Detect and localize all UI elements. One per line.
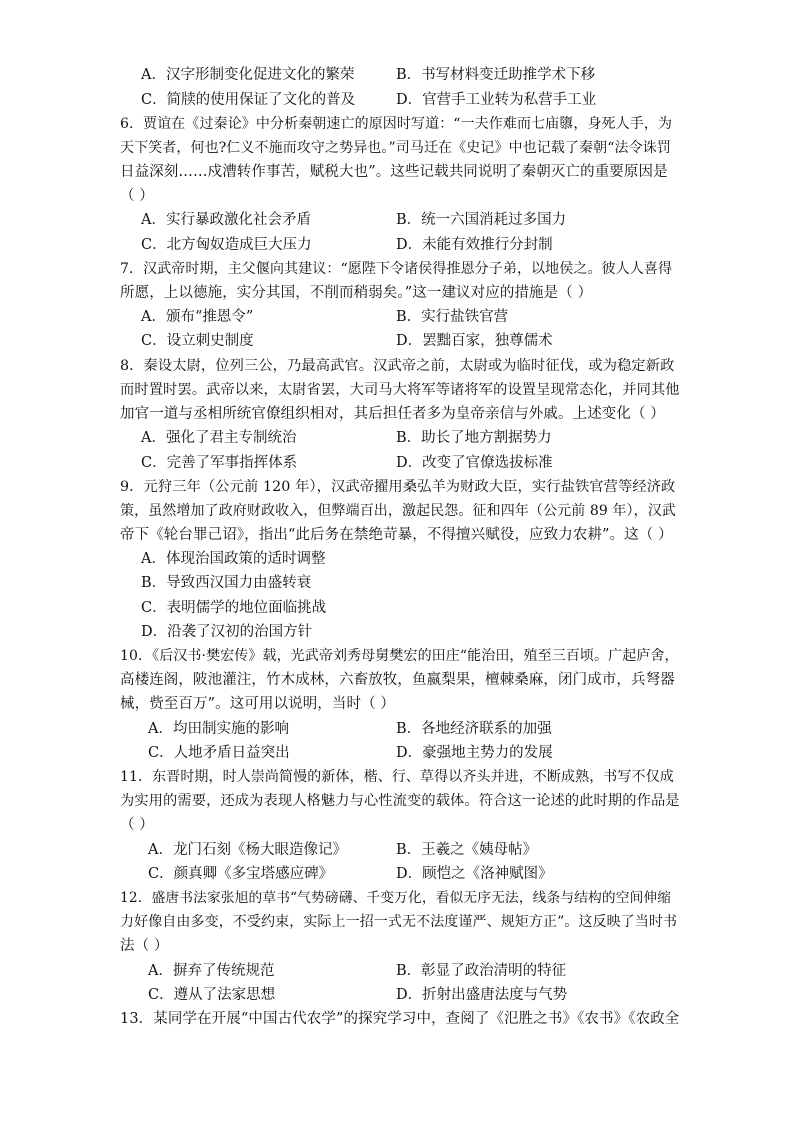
q12-option-d[interactable]: D．折射出盛唐法度与气势 <box>396 987 568 1003</box>
q6-option-c[interactable]: C．北方匈奴造成巨大压力 <box>141 237 312 253</box>
q11-option-b[interactable]: B．王羲之《姨母帖》 <box>396 842 538 858</box>
q9-stem-line-1: 9．元狩三年（公元前 120 年），汉武帝擢用桑弘羊为财政大臣，实行盐铁官营等经济政 <box>120 479 676 495</box>
q11-stem-line-3: （ ） <box>120 817 154 833</box>
q5-option-b[interactable]: B．书写材料变迁助推学术下移 <box>396 67 596 83</box>
q12-stem-line-2: 力好像自由多变，不受约束，实际上一招一式无不法度谨严、规矩方正”。这反映了当时书 <box>120 914 678 930</box>
q11-option-d[interactable]: D．顾恺之《洛神赋图》 <box>396 866 553 882</box>
q6-option-a[interactable]: A．实行暴政激化社会矛盾 <box>141 212 311 228</box>
q6-stem-line-3: 日益深刻……戍漕转作事苦，赋税大也”。这些记载共同说明了秦朝灭亡的重要原因是 <box>120 164 668 180</box>
q6-stem-line-2: 天下笑者，何也?仁义不施而攻守之势异也。”司马迁在《史记》中也记载了秦朝“法令诛罚 <box>120 140 671 156</box>
q5-option-a[interactable]: A．汉字形制变化促进文化的繁荣 <box>141 67 355 83</box>
q10-option-c[interactable]: C．人地矛盾日益突出 <box>148 745 290 761</box>
q12-option-b[interactable]: B．彰显了政治清明的特征 <box>396 963 567 979</box>
q9-stem-line-3: 帝下《轮台罪己诏》，指出“此后务在禁绝苛暴，不得擅兴赋役，应致力农耕”。这（ ） <box>120 527 673 543</box>
q11-option-a[interactable]: A．龙门石刻《杨大眼造像记》 <box>148 842 347 858</box>
q7-stem-line-1: 7．汉武帝时期，主父偃向其建议：“愿陛下令诸侯得推恩分子弟，以地侯之。彼人人喜得 <box>120 261 673 277</box>
q6-stem-line-4: （ ） <box>120 188 154 204</box>
q8-option-c[interactable]: C．完善了军事指挥体系 <box>141 455 298 471</box>
q10-option-a[interactable]: A．均田制实施的影响 <box>148 721 289 737</box>
q7-stem-line-2: 所愿，上以德施，实分其国，不削而稍弱矣。”这一建议对应的措施是（ ） <box>120 285 593 301</box>
q10-stem-line-3: 械，赀至百万”。这可用以说明，当时（ ） <box>120 696 396 712</box>
q9-option-b[interactable]: B．导致西汉国力由盛转衰 <box>141 575 312 591</box>
q9-option-a[interactable]: A．体现治国政策的适时调整 <box>141 551 326 567</box>
q12-stem-line-3: 法（ ） <box>120 938 169 954</box>
q5-option-c[interactable]: C．简牍的使用保证了文化的普及 <box>141 92 356 108</box>
q7-option-c[interactable]: C．设立刺史制度 <box>141 333 254 349</box>
q13-stem-line-1: 13．某同学在开展“中国古代农学”的探究学习中，查阅了《氾胜之书》《农书》《农政全 <box>120 1011 680 1027</box>
q9-option-d[interactable]: D．沿袭了汉初的治国方针 <box>141 624 313 640</box>
q11-stem-line-1: 11．东晋时期，时人崇尚简慢的新体，楷、行、草得以齐头并进，不断成熟，书写不仅成 <box>120 769 674 785</box>
q10-option-d[interactable]: D．豪强地主势力的发展 <box>396 745 553 761</box>
q12-option-a[interactable]: A．摒弃了传统规范 <box>148 963 275 979</box>
q10-stem-line-1: 10．《后汉书·樊宏传》载，光武帝刘秀母舅樊宏的田庄“能治田，殖至三百顷。广起庐舍， <box>120 648 679 664</box>
q6-option-b[interactable]: B．统一六国消耗过多国力 <box>396 212 567 228</box>
q12-option-c[interactable]: C．遵从了法家思想 <box>148 987 276 1003</box>
q8-option-d[interactable]: D．改变了官僚选拔标准 <box>396 455 553 471</box>
q10-option-b[interactable]: B．各地经济联系的加强 <box>396 721 552 737</box>
q10-stem-line-2: 高楼连阁，陂池灌注，竹木成林，六畜放牧，鱼嬴梨果，檀棘桑麻，闭门成市，兵弩器 <box>120 672 675 688</box>
q6-stem-line-1: 6．贾谊在《过秦论》中分析秦朝速亡的原因时写道：“一夫作难而七庙隳，身死人手，为 <box>120 116 673 132</box>
q7-option-d[interactable]: D．罢黜百家，独尊儒术 <box>396 333 553 349</box>
q11-stem-line-2: 为实用的需要，还成为表现人格魅力与心性流变的载体。符合这一论述的此时期的作品是 <box>120 793 680 809</box>
q11-option-c[interactable]: C．颜真卿《多宝塔感应碑》 <box>148 866 334 882</box>
q8-stem-line-2: 而时置时罢。武帝以来，太尉省罢，大司马大将军等诸将军的设置呈现常态化，并同其他 <box>120 382 680 398</box>
q6-option-d[interactable]: D．未能有效推行分封制 <box>396 237 553 253</box>
q7-option-b[interactable]: B．实行盐铁官营 <box>396 309 509 325</box>
q8-stem-line-3: 加官一道与丞相所统官僚组织相对，其后担任者多为皇帝亲信与外戚。上述变化（ ） <box>120 406 665 422</box>
q8-option-a[interactable]: A．强化了君主专制统治 <box>141 430 297 446</box>
q7-option-a[interactable]: A．颁布“推恩令” <box>141 309 254 325</box>
q5-option-d[interactable]: D．官营手工业转为私营手工业 <box>396 92 597 108</box>
q8-option-b[interactable]: B．助长了地方割据势力 <box>396 430 552 446</box>
q8-stem-line-1: 8．秦设太尉，位列三公，乃最高武官。汉武帝之前，太尉或为临时征伐，或为稳定新政 <box>120 358 675 374</box>
q12-stem-line-1: 12．盛唐书法家张旭的草书“气势磅礴、千变万化，看似无序无法，线条与结构的空间伸缩 <box>120 890 672 906</box>
q9-option-c[interactable]: C．表明儒学的地位面临挑战 <box>141 600 327 616</box>
q9-stem-line-2: 策，虽然增加了政府财政收入，但弊端百出，激起民怨。征和四年（公元前 89 年），汉武 <box>120 503 676 519</box>
